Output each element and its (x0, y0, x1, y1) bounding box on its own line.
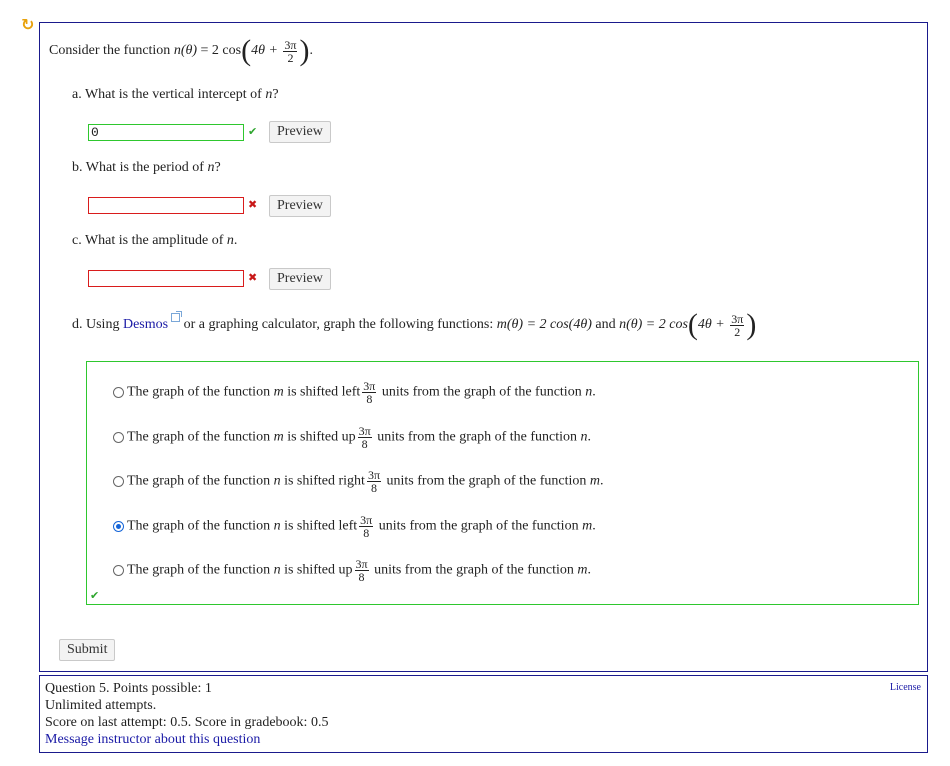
choices-box (86, 361, 919, 605)
attempts-text: Unlimited attempts. (45, 698, 157, 713)
part-d-label: d. Using Desmos or a graphing calculator, graph the following functions: m(θ) = 2 cos(4θ) and n(θ) = 2 cos(4θ + $\frac{3\pi}{2}$ ) (72, 308, 757, 341)
part-a-preview-button[interactable]: Preview (269, 121, 331, 143)
choice-option[interactable]: The graph of the function n is shifted right $\frac{3\pi}{8}$ units from the graph of the function m. (113, 469, 603, 494)
radio-button[interactable] (113, 387, 124, 398)
choice-fraction: $\frac{3\pi}{8}$ (360, 513, 373, 540)
question-prompt: Consider the function n(θ) = 2 cos(4θ + $\frac{3\pi}{2}$ ). (49, 34, 313, 67)
question-footer (39, 675, 928, 753)
message-instructor-link[interactable]: Message instructor about this question (45, 732, 261, 747)
choice-fraction: $\frac{3\pi}{8}$ (363, 379, 376, 406)
question-fraction: $\frac{3\pi}{2}$ (284, 37, 297, 65)
refresh-icon[interactable]: ↻ (21, 15, 35, 34)
part-c-label: c. What is the amplitude of n. (72, 233, 238, 248)
part-d-fraction: $\frac{3\pi}{2}$ (731, 311, 744, 339)
desmos-link[interactable]: Desmos (122, 317, 169, 333)
part-a-label: a. What is the vertical intercept of n? (72, 87, 279, 102)
x-icon: ✖ (248, 198, 258, 211)
radio-button[interactable] (113, 476, 124, 487)
part-c-answer-input[interactable] (88, 270, 244, 287)
part-b-answer-input[interactable] (88, 197, 244, 214)
choice-option[interactable]: The graph of the function n is shifted left $\frac{3\pi}{8}$ units from the graph of the function m. (113, 514, 596, 539)
check-icon: ✔ (248, 125, 258, 138)
choice-fraction: $\frac{3\pi}{8}$ (355, 557, 368, 584)
license-link[interactable]: License (889, 682, 921, 693)
choice-option[interactable]: The graph of the function m is shifted up $\frac{3\pi}{8}$ units from the graph of the function n. (113, 425, 591, 450)
radio-button[interactable] (113, 521, 124, 532)
points-text: Question 5. Points possible: 1 (45, 681, 212, 696)
choice-fraction: $\frac{3\pi}{8}$ (358, 424, 371, 451)
check-icon: ✔ (90, 589, 100, 602)
radio-button[interactable] (113, 565, 124, 576)
x-icon: ✖ (248, 271, 258, 284)
submit-button[interactable]: Submit (59, 639, 115, 661)
choice-fraction: $\frac{3\pi}{8}$ (367, 468, 381, 495)
radio-button[interactable] (113, 432, 124, 443)
choice-option[interactable]: The graph of the function n is shifted up $\frac{3\pi}{8}$ units from the graph of the function m. (113, 558, 591, 583)
part-b-preview-button[interactable]: Preview (269, 195, 331, 217)
choice-option[interactable]: The graph of the function m is shifted left $\frac{3\pi}{8}$ units from the graph of the function n. (113, 380, 596, 405)
part-b-label: b. What is the period of n? (72, 160, 221, 175)
score-text: Score on last attempt: 0.5. Score in gradebook: 0.5 (45, 715, 329, 730)
external-link-icon (171, 313, 180, 322)
part-a-answer-input[interactable]: 0 (88, 124, 244, 141)
part-c-preview-button[interactable]: Preview (269, 268, 331, 290)
